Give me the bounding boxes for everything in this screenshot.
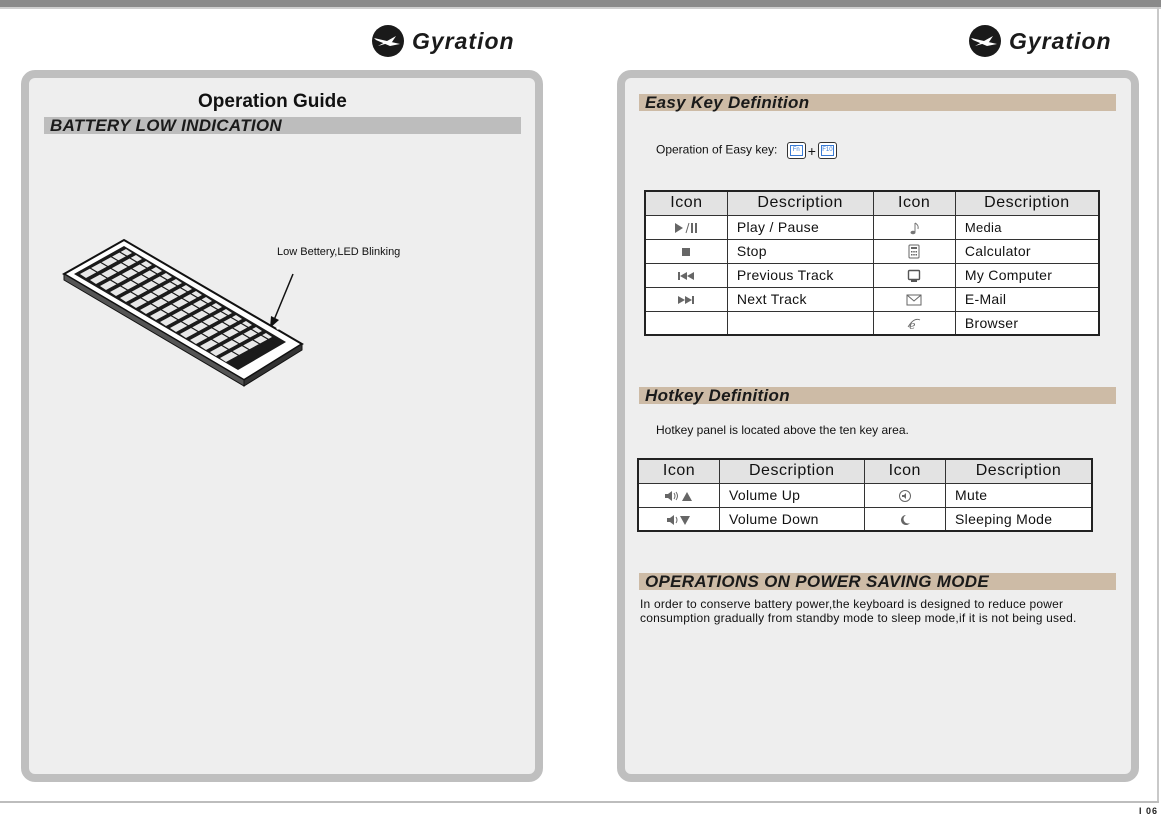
column-header: Icon — [873, 191, 955, 215]
gyration-logo-icon — [370, 24, 406, 58]
description-cell: My Computer — [955, 263, 1099, 287]
gyration-logo-left — [370, 24, 515, 58]
description-cell: Volume Up — [720, 483, 864, 507]
mute-icon — [864, 483, 946, 507]
description-cell: E-Mail — [955, 287, 1099, 311]
monitor-icon — [873, 263, 955, 287]
gyration-logo-icon — [967, 24, 1003, 58]
power-saving-heading: OPERATIONS ON POWER SAVING MODE — [639, 573, 1116, 590]
svg-text:e: e — [909, 318, 916, 331]
next-track-icon — [645, 287, 727, 311]
left-page-panel — [21, 70, 543, 782]
page-number: I 06 — [1139, 806, 1159, 815]
gyration-logo-right — [967, 24, 1112, 58]
easy-key-heading: Easy Key Definition — [639, 94, 1116, 111]
bottom-border — [0, 801, 1159, 803]
description-cell: Calculator — [955, 239, 1099, 263]
column-header: Description — [720, 459, 864, 483]
column-header: Description — [946, 459, 1092, 483]
column-header: Icon — [864, 459, 946, 483]
browser-icon — [873, 311, 955, 335]
battery-section-heading: BATTERY LOW INDICATION — [44, 117, 521, 134]
brand-name: Gyration — [1009, 27, 1112, 54]
volume-down-icon — [638, 507, 720, 531]
top-border-line — [0, 7, 1161, 9]
volume-up-icon — [638, 483, 720, 507]
empty-icon-cell — [645, 311, 727, 335]
description-cell: Previous Track — [727, 263, 873, 287]
description-cell: Stop — [727, 239, 873, 263]
table-row — [645, 215, 1099, 239]
table-header-row — [645, 191, 1099, 215]
easy-key-operation — [656, 142, 837, 159]
description-cell: Next Track — [727, 287, 873, 311]
table-header-row — [638, 459, 1092, 483]
column-header: Icon — [645, 191, 727, 215]
table-row — [638, 483, 1092, 507]
power-saving-line-1: In order to conserve battery power,the keyboard is designed to reduce power — [640, 597, 1064, 611]
description-cell: Sleeping Mode — [946, 507, 1092, 531]
f10-key-icon: F10 — [818, 142, 837, 159]
stop-icon — [645, 239, 727, 263]
table-row — [645, 263, 1099, 287]
easy-key-operation-label: Operation of Easy key: — [656, 142, 778, 157]
description-cell: Media — [955, 215, 1099, 239]
hotkey-table — [637, 458, 1093, 532]
music-note-icon — [873, 215, 955, 239]
table-row — [645, 239, 1099, 263]
play-pause-icon — [645, 215, 727, 239]
column-header: Description — [955, 191, 1099, 215]
top-border — [0, 0, 1161, 7]
brand-name: Gyration — [412, 27, 515, 54]
hotkey-intro: Hotkey panel is located above the ten key area. — [656, 423, 909, 437]
description-cell: Volume Down — [720, 507, 864, 531]
moon-icon — [864, 507, 946, 531]
previous-track-icon — [645, 263, 727, 287]
plus-sign: + — [807, 142, 816, 159]
description-cell: Play / Pause — [727, 215, 873, 239]
keyboard-illustration — [60, 232, 310, 392]
led-callout-label: Low Bettery,LED Blinking — [277, 246, 401, 258]
description-cell: Mute — [946, 483, 1092, 507]
fn-key-icon: Fn — [787, 142, 806, 159]
page-title: Operation Guide — [198, 91, 347, 112]
right-border — [1157, 7, 1159, 802]
hotkey-heading: Hotkey Definition — [639, 387, 1116, 404]
easy-key-table — [644, 190, 1100, 336]
power-saving-paragraph — [640, 597, 1077, 625]
description-cell — [727, 311, 873, 335]
description-cell: Browser — [955, 311, 1099, 335]
calculator-icon — [873, 239, 955, 263]
column-header: Description — [727, 191, 873, 215]
envelope-icon — [873, 287, 955, 311]
column-header: Icon — [638, 459, 720, 483]
table-row — [645, 287, 1099, 311]
power-saving-line-2: consumption gradually from standby mode to sleep mode,if it is not being used. — [640, 611, 1077, 625]
table-row — [638, 507, 1092, 531]
table-row — [645, 311, 1099, 335]
